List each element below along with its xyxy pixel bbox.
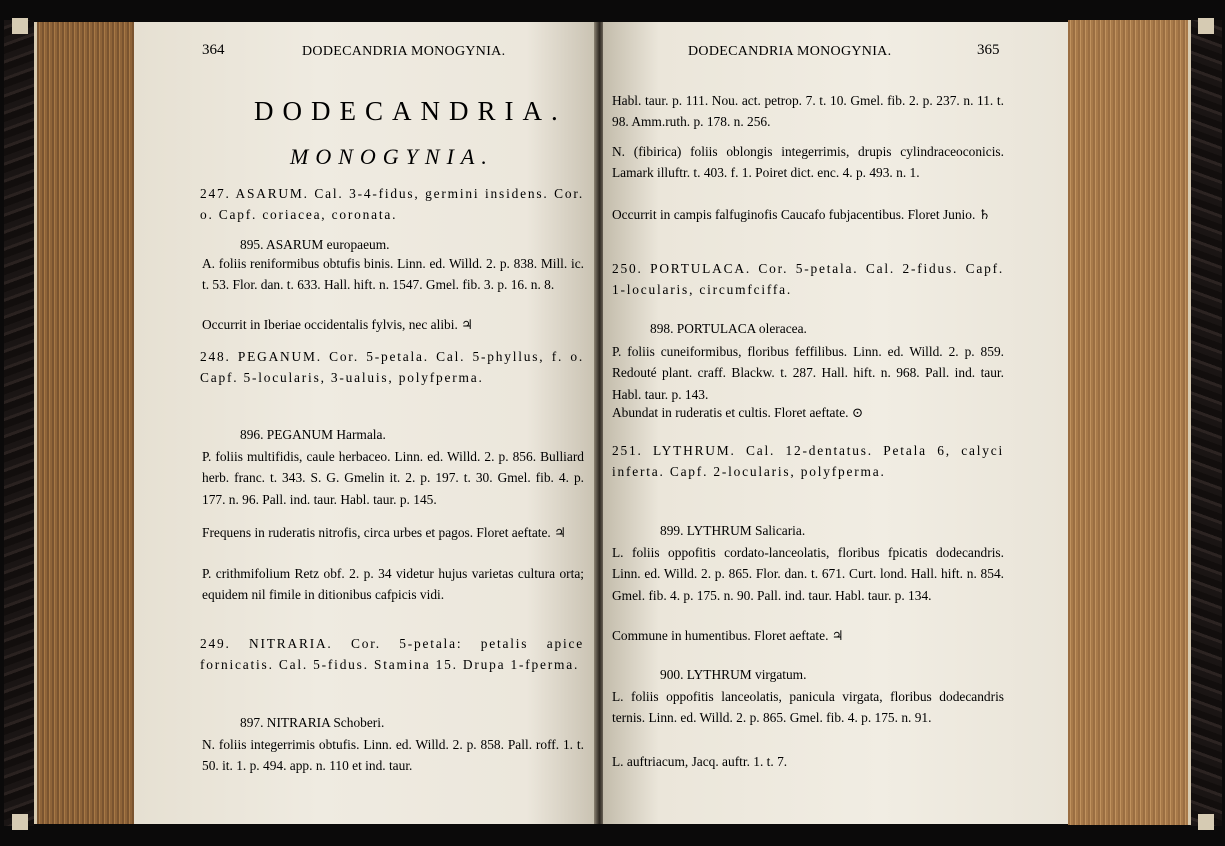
page-number-left: 364 [202, 42, 225, 58]
genus-entry: 248. PEGANUM. Cor. 5-petala. Cal. 5-phyllus, f. o. Capf. 5-locularis, 3-ualuis, polyfperma. [200, 349, 584, 386]
genus-entry: 247. ASARUM. Cal. 3-4-fidus, germini insidens. Cor. o. Capf. coriacea, coronata. [200, 186, 584, 223]
corner-clasp [1198, 814, 1214, 830]
genus-entry: 251. LYTHRUM. Cal. 12-dentatus. Petala 6, calyci inferta. Capf. 2-locularis, polyfperma. [612, 443, 1004, 480]
genus-entry: 250. PORTULACA. Cor. 5-petala. Cal. 2-fidus. Capf. 1-locularis, circumfciffa. [612, 261, 1004, 298]
book-cover-right [1190, 20, 1222, 826]
genus-entry: 249. NITRARIA. Cor. 5-petala: petalis apice fornicatis. Cal. 5-fidus. Stamina 15. Drupa 1-fperma. [200, 636, 584, 673]
class-title: DODECANDRIA. [254, 96, 567, 126]
species-description: Habl. taur. p. 111. Nou. act. petrop. 7. t. 10. Gmel. fib. 2. p. 237. n. 11. t. 98. Amm.ruth. p. 178. n. 256. [612, 93, 1004, 130]
left-page [134, 22, 596, 824]
species-description: P. foliis cuneiformibus, floribus feffilibus. Linn. ed. Willd. 2. p. 859. Redouté plant. craff. Blackw. t. 287. Hall. hift. n. 968. Pall. ind. taur. Habl. taur. p. 143. [612, 344, 1004, 402]
order-title: MONOGYNIA. [290, 144, 494, 169]
species-description: L. foliis oppofitis lanceolatis, panicula virgata, floribus dodecandris ternis. Linn. ed. Willd. 2. p. 865. Gmel. fib. 4. p. 175. n. 91. [612, 689, 1004, 726]
species-description: L. foliis oppofitis cordato-lanceolatis, floribus fpicatis dodecandris. Linn. ed. Willd. 2. p. 865. Flor. dan. t. 671. Curt. lond. Hall. hift. n. 854. Gmel. fib. 4. p. 175. n. 90. Pall. ind. taur. Habl. taur. p. 134. [612, 545, 1004, 603]
species-heading: 900. LYTHRUM virgatum. [660, 667, 807, 682]
page-edges-right [1068, 20, 1191, 825]
species-heading: 896. PEGANUM Harmala. [240, 427, 386, 442]
corner-clasp [12, 814, 28, 830]
species-description: A. foliis reniformibus obtufis binis. Linn. ed. Willd. 2. p. 838. Mill. ic. t. 53. Flor. dan. t. 633. Hall. hift. n. 1547. Gmel. fib. 3. p. 16. n. 8. [202, 256, 584, 293]
species-note: Occurrit in Iberiae occidentalis fylvis, nec alibi. ♃ [202, 317, 474, 332]
species-description: N. (fibirica) foliis oblongis integerrimis, drupis cylindraceoconicis. Lamark illuftr. t. 403. f. 1. Poiret dict. enc. 4. p. 493. n. 1. [612, 144, 1004, 181]
species-description: P. foliis multifidis, caule herbaceo. Linn. ed. Willd. 2. p. 856. Bulliard herb. franc. t. 343. S. G. Gmelin it. 2. p. 197. t. 30. Gmel. fib. 4. p. 177. n. 96. Pall. ind. taur. Habl. taur. p. 145. [202, 449, 584, 507]
species-heading: 897. NITRARIA Schoberi. [240, 715, 385, 730]
running-head-right: DODECANDRIA MONOGYNIA. [688, 44, 892, 59]
book-cover-left [4, 20, 34, 826]
corner-clasp [1198, 18, 1214, 34]
species-description: N. foliis integerrimis obtufis. Linn. ed. Willd. 2. p. 858. Pall. roff. 1. t. 50. it. 1. p. 494. app. n. 110 et ind. taur. [202, 737, 584, 774]
running-head-left: DODECANDRIA MONOGYNIA. [302, 44, 506, 59]
page-edges-left [34, 22, 137, 824]
page-number-right: 365 [977, 42, 1000, 58]
species-description: L. auftriacum, Jacq. auftr. 1. t. 7. [612, 754, 788, 769]
species-note: P. crithmifolium Retz obf. 2. p. 34 videtur hujus varietas cultura orta; equidem nil fimile in ditionibus cafpicis vidi. [202, 566, 584, 603]
species-note: Frequens in ruderatis nitrofis, circa urbes et pagos. Floret aeftate. ♃ [202, 525, 567, 540]
corner-clasp [12, 18, 28, 34]
species-heading: 899. LYTHRUM Salicaria. [660, 523, 806, 538]
species-note: Abundat in ruderatis et cultis. Floret aeftate. ⊙ [612, 405, 864, 420]
species-heading: 895. ASARUM europaeum. [240, 237, 390, 252]
species-note: Occurrit in campis falfuginofis Caucafo fubjacentibus. Floret Junio. ♄ [612, 207, 991, 222]
species-heading: 898. PORTULACA oleracea. [650, 321, 807, 336]
species-note: Commune in humentibus. Floret aeftate. ♃ [612, 628, 844, 643]
